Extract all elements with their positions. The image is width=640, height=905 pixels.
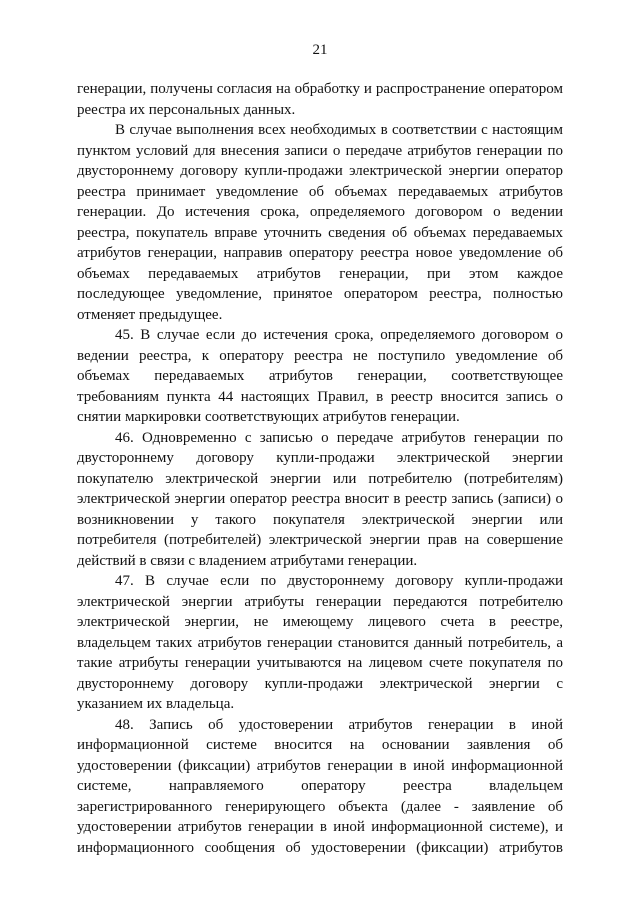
paragraph-notification-conditions: В случае выполнения всех необходимых в соответствии с настоящим пунктом условий для внесения записи о передаче атрибутов генерации по двустороннему договору купли-продажи электрической энергии оператор реестра принимает уведомление об объемах передаваемых атрибутов генерации. До истечения срока, определяемого договором о ведении реестра, покупатель вправе уточнить сведения об объемах передаваемых атрибутов генерации, направив оператору реестра новое уведомление об объемах передаваемых атрибутов генерации, при этом каждое последующее уведомление, принятое оператором реестра, полностью отменяет предыдущее.	[77, 122, 563, 323]
paragraph-item-46: 46. Одновременно с записью о передаче атрибутов генерации по двустороннему договору купли-продажи электрической энергии покупателю электрической энергии или потребителю (потребителям) электрической энергии оператор реестра вносит в реестр запись (записи) о возникновении у такого покупателя электрической энергии или потребителя (потребителей) электрической энергии прав на совершение действий в связи с владением атрибутами генерации.	[77, 429, 563, 569]
paragraph-item-48: 48. Запись об удостоверении атрибутов генерации в иной информационной системе вносится на основании заявления об удостоверении (фиксации) атрибутов генерации в иной информационной системе, направляемого оператору реестра владельцем зарегистрированного генерирующего объекта (далее - заявление об удостоверении атрибутов генерации в иной информационной системе), и информационного сообщения об удостоверении (фиксации) атрибутов	[77, 716, 563, 856]
paragraph-item-45: 45. В случае если до истечения срока, определяемого договором о ведении реестра, к оператору реестра не поступило уведомление об объемах передаваемых атрибутов генерации, соответствующее требованиям пункта 44 настоящих Правил, в реестр вносится запись о снятии маркировки соответствующих атрибутов генерации.	[77, 327, 563, 425]
page-number: 21	[312, 42, 328, 58]
document-body	[77, 79, 563, 858]
paragraph-item-47: 47. В случае если по двустороннему договору купли-продажи электрической энергии атрибуты генерации передаются потребителю электрической энергии, не имеющему лицевого счета в реестре, владельцем таких атрибутов генерации становится данный потребитель, а такие атрибуты генерации учитываются на лицевом счете покупателя по двустороннему договору купли-продажи электрической энергии с указанием их владельца.	[77, 573, 563, 712]
paragraph-continuation: генерации, получены согласия на обработку и распространение оператором реестра их персональных данных.	[77, 81, 563, 118]
